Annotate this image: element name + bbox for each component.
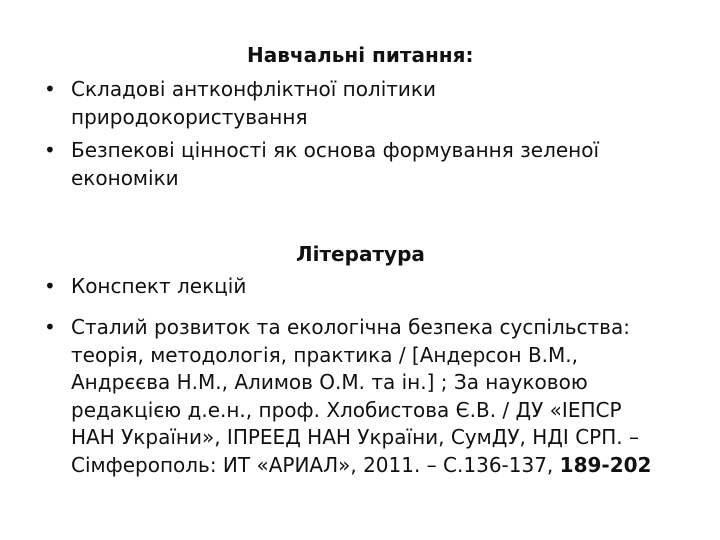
text-line: Складові антконфліктної політики	[71, 77, 436, 101]
text-line: природокористування	[71, 104, 308, 129]
bullet-icon: •	[44, 274, 56, 298]
text-line-last	[71, 452, 651, 480]
literature-text	[71, 314, 651, 480]
text-line: економіки	[71, 165, 179, 190]
text-line: Безпекові цінності як основа формування зеленої	[71, 138, 600, 162]
topic-text	[71, 137, 599, 192]
text-line: Конспект лекцій	[71, 274, 247, 298]
bullet-icon: •	[44, 315, 56, 339]
topics-heading: Навчальні питання:	[247, 43, 474, 67]
text-line-prefix: Сімферополь: ИТ «АРИАЛ», 2011. – С.136-137,	[71, 452, 560, 477]
bullet-icon: •	[44, 138, 56, 162]
page-range-bold: 189-202	[559, 452, 652, 477]
text-line: Сталий розвиток та екологічна безпека суспільства:	[71, 315, 630, 339]
topic-text	[71, 76, 436, 131]
literature-heading: Література	[296, 242, 425, 266]
text-line: редакцією д.е.н., проф. Хлобистова Є.В. / ДУ «ІЕПСР	[71, 397, 622, 422]
text-line: Андрєєва Н.М., Алимов О.М. та ін.] ; За науковою	[71, 370, 588, 395]
literature-text	[71, 273, 246, 301]
bullet-icon: •	[44, 77, 56, 101]
text-line: теорія, методологія, практика / [Андерсон В.М.,	[71, 342, 579, 367]
text-line: НАН України», ІПРЕЕД НАН України, СумДУ, НДІ СРП. –	[71, 425, 639, 450]
